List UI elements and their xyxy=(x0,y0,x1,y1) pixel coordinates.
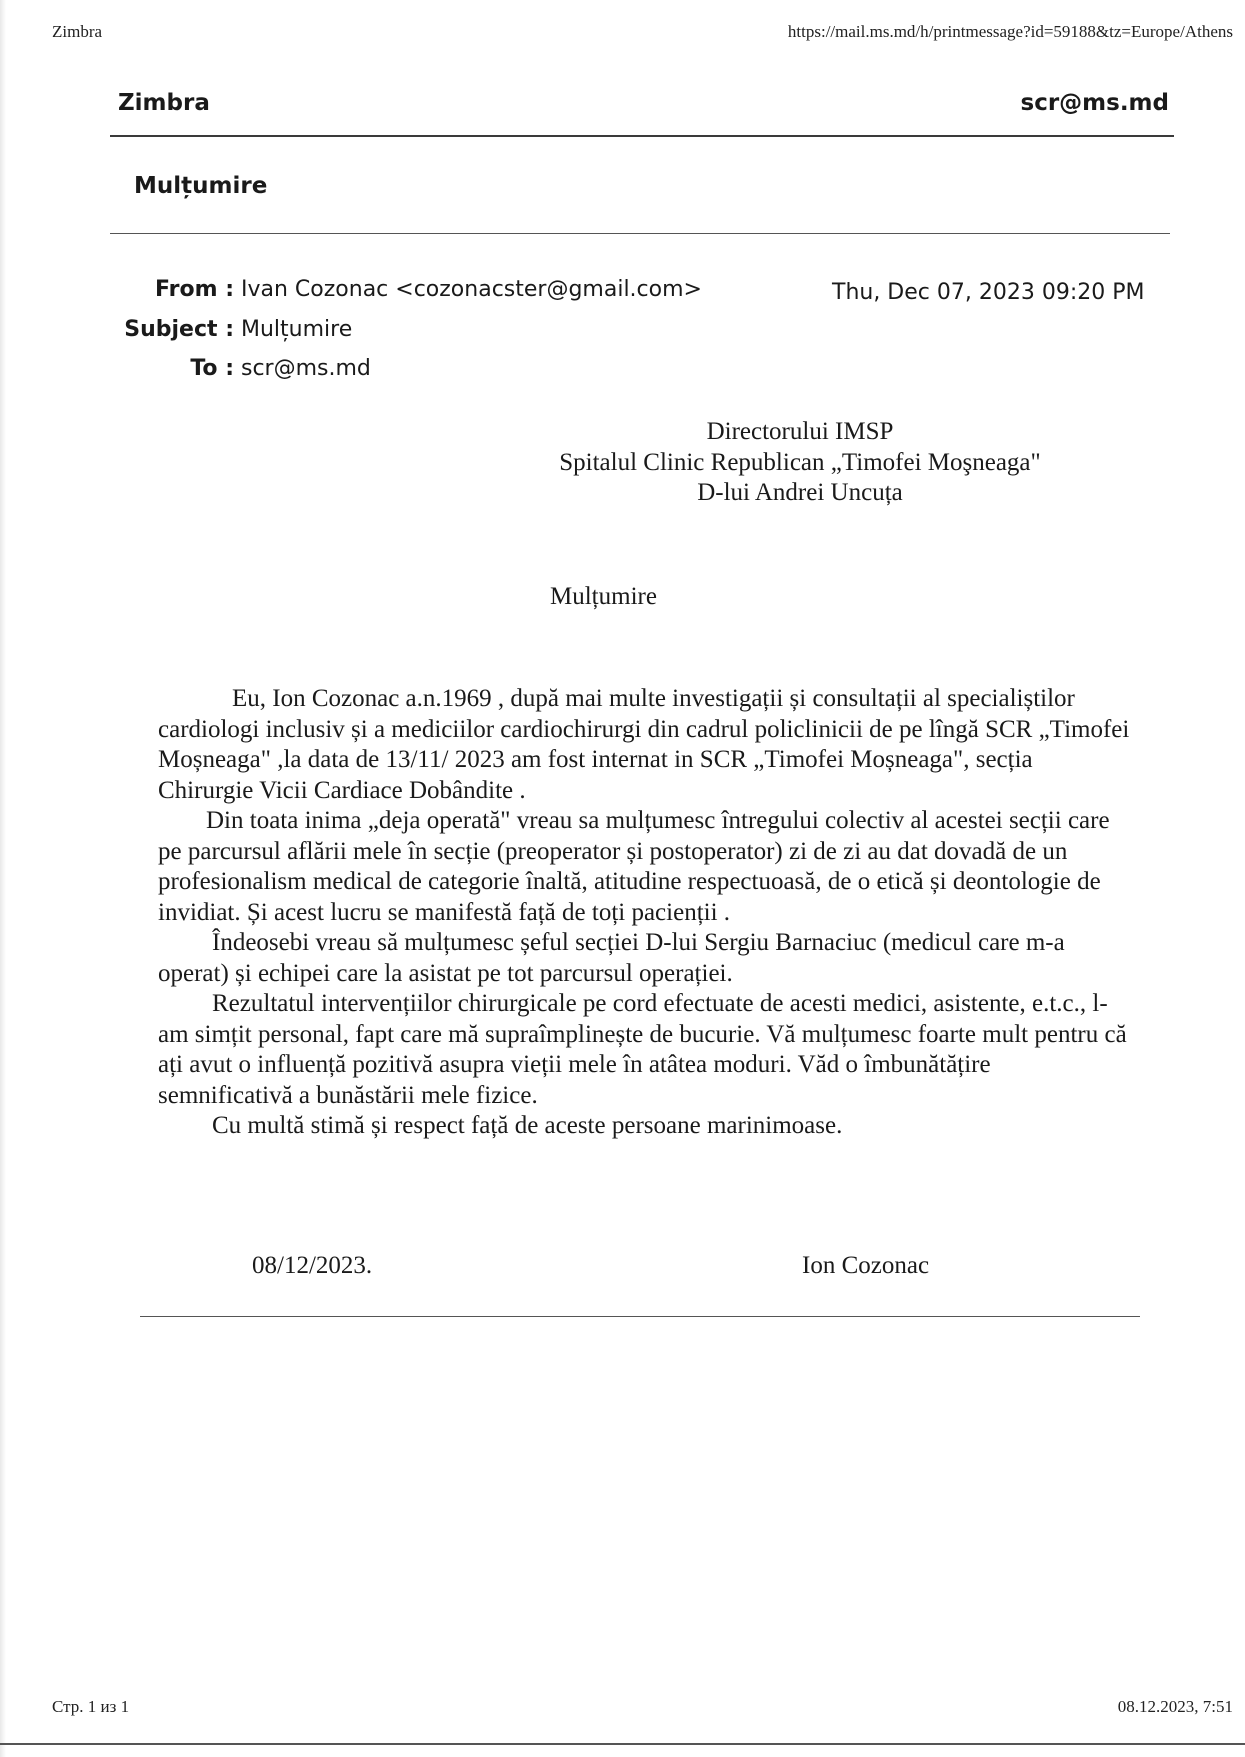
message-end-divider xyxy=(140,1316,1140,1317)
to-label: To : xyxy=(190,356,234,381)
app-name: Zimbra xyxy=(118,90,210,116)
scan-bottom-edge xyxy=(0,1743,1245,1745)
page-counter: Стр. 1 из 1 xyxy=(52,1697,130,1716)
letter-paragraph: Rezultatul intervențiilor chirurgicale pe cord efectuate de acesti medici, asistente, e.t.c., l-am simțit personal, fapt care mă supraîmplinește de bucurie. Vă mulțumesc foarte mult pentru că ați avut o influență pozitivă asupra vieții mele în atâtea moduri. Văd o îmbunătățire semnificativă a bunăstării mele fizice. xyxy=(158,990,1127,1109)
print-timestamp: 08.12.2023, 7:51 xyxy=(1117,1697,1233,1716)
scan-edge-shadow xyxy=(0,0,6,1757)
header-divider xyxy=(110,135,1174,137)
letter-body xyxy=(158,684,1130,1142)
from-label: From : xyxy=(155,277,234,302)
to-row xyxy=(120,356,371,381)
addressee-line: Directorului IMSP xyxy=(706,418,894,445)
letter-paragraph: Îndeosebi vreau să mulțumesc șeful secției D-lui Sergiu Barnaciuc (medicul care m-a operat) și echipei care la asistat pe tot parcursul operației. xyxy=(158,929,1065,987)
letter-signature: Ion Cozonac xyxy=(802,1252,930,1279)
message-date: Thu, Dec 07, 2023 09:20 PM xyxy=(832,280,1145,305)
account-email: scr@ms.md xyxy=(1020,90,1169,116)
subject-value: Mulțumire xyxy=(241,317,353,342)
message-title: Mulțumire xyxy=(134,173,268,199)
letter-paragraph: Eu, Ion Cozonac a.n.1969 , după mai multe investigații și consultații al specialiștilor cardiologi inclusiv și a mediciilor cardiochirurgi din cadrul policlinicii de pe lîngă SCR „Timofei Moșneaga" ,la data de 13/11/ 2023 am fost internat in SCR „Timofei Moșneaga", secția Chirurgie Vicii Cardiace Dobândite . xyxy=(158,685,1130,804)
title-divider xyxy=(110,233,1170,234)
to-value: scr@ms.md xyxy=(241,356,371,381)
print-header-left: Zimbra xyxy=(52,22,103,41)
addressee-line: D-lui Andrei Uncuța xyxy=(697,479,903,506)
letter-heading: Mulțumire xyxy=(550,583,657,610)
from-value: Ivan Cozonac <cozonacster@gmail.com> xyxy=(241,277,702,302)
letter-paragraph: Cu multă stimă și respect față de aceste persoane marinimoase. xyxy=(212,1112,843,1139)
from-row xyxy=(120,277,702,302)
addressee-block xyxy=(520,417,1080,509)
letter-date: 08/12/2023. xyxy=(252,1252,373,1279)
subject-row xyxy=(120,317,352,342)
subject-label: Subject : xyxy=(124,317,234,342)
addressee-line: Spitalul Clinic Republican „Timofei Moşneaga" xyxy=(559,448,1041,476)
letter-paragraph: Din toata inima „deja operată" vreau sa mulțumesc întregului colectiv al acestei secții care pe parcursul aflării mele în secție (preoperator și postoperator) zi de zi au dat dovadă de un profesionalism medical de categorie înaltă, atitudine respectuoasă, de o etică și deontologie de invidiat. Și acest lucru se manifestă față de toți pacienții . xyxy=(158,807,1110,926)
print-header-url: https://mail.ms.md/h/printmessage?id=59188&tz=Europe/Athens xyxy=(787,22,1233,41)
